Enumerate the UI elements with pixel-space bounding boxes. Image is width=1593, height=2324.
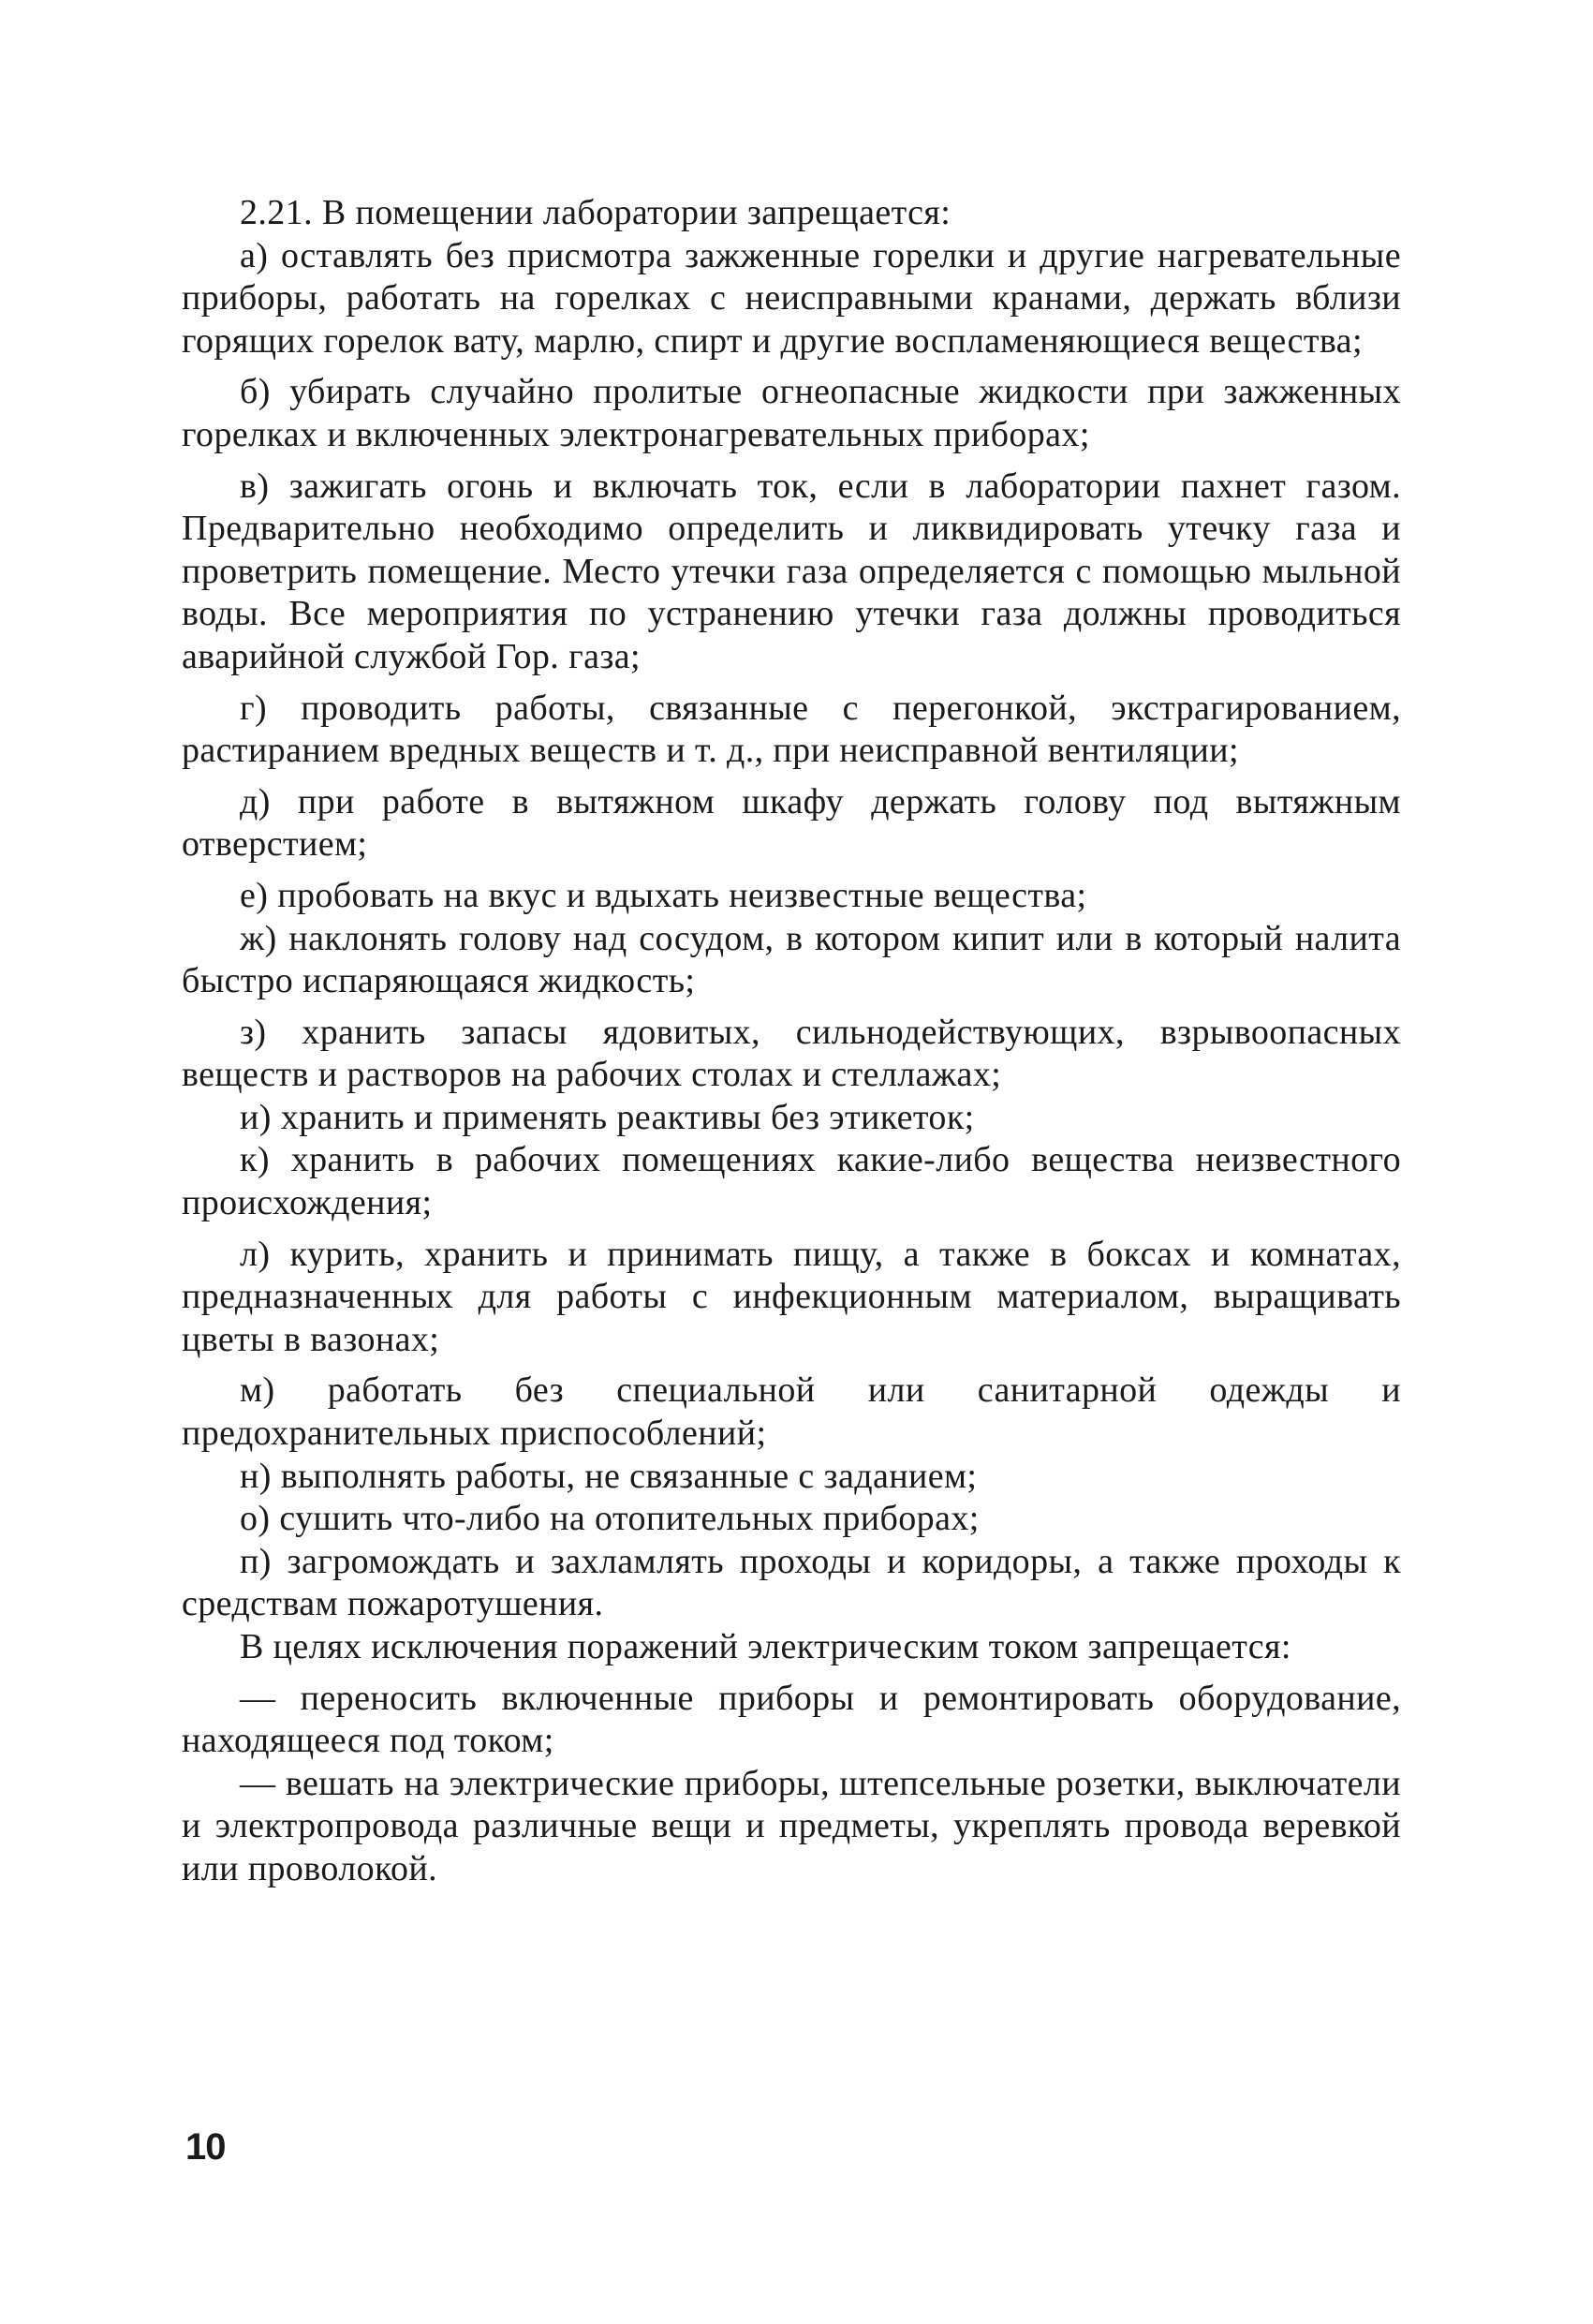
paragraph-electrical-intro: В целях исключения поражений электрическим током запрещается: <box>240 1627 1291 1666</box>
paragraph-electrical-dash-2: — вешать на электрические приборы, штепсельные розетки, выключатели и электропровода различные вещи и предметы, укреплять провода веревкой или проволокой. <box>182 1763 1401 1888</box>
paragraph-item-m: м) работать без специальной или санитарной одежды и предохранительных приспособлений; <box>182 1370 1401 1454</box>
section-heading: 2.21. В помещении лаборатории запрещается: <box>240 193 951 232</box>
paragraph-item-n: н) выполнять работы, не связанные с заданием; <box>240 1456 978 1496</box>
paragraph-item-k: к) хранить в рабочих помещениях какие-либо вещества неизвестного происхождения; <box>182 1140 1401 1223</box>
paragraph-item-z: з) хранить запасы ядовитых, сильнодействующих, взрывоопасных веществ и растворов на рабочих столах и стеллажах; <box>182 1012 1401 1095</box>
paragraph-item-l: л) курить, хранить и принимать пищу, а также в боксах и комнатах, предназначенных для работы с инфекционным материалом, выращивать цветы в вазонах; <box>182 1234 1401 1359</box>
paragraph-item-o: о) сушить что-либо на отопительных приборах; <box>240 1499 980 1539</box>
paragraph-item-zh: ж) наклонять голову над сосудом, в котором кипит или в который налита быстро испаряющаяся жидкость; <box>182 918 1401 1001</box>
paragraph-electrical-dash-1: — переносить включенные приборы и ремонтировать оборудование, находящееся под током; <box>182 1678 1401 1761</box>
paragraph-item-p: п) загромождать и захламлять проходы и коридоры, а также проходы к средствам пожаротушения. <box>182 1541 1401 1624</box>
paragraph-item-e: е) пробовать на вкус и вдыхать неизвестные вещества; <box>240 875 1087 915</box>
page-number: 10 <box>185 2126 226 2168</box>
paragraph-item-a: а) оставлять без присмотра зажженные горелки и другие нагревательные приборы, работать на горелках с неисправными кранами, держать вблизи горящих горелок вату, марлю, спирт и другие воспламеняющиеся вещества; <box>182 235 1401 361</box>
paragraph-item-b: б) убирать случайно пролитые огнеопасные жидкости при зажженных горелках и включенных электронагревательных приборах; <box>182 372 1401 454</box>
paragraph-item-g: г) проводить работы, связанные с перегонкой, экстрагированием, растиранием вредных веществ и т. д., при неисправной вентиляции; <box>182 688 1401 771</box>
paragraph-item-d: д) при работе в вытяжном шкафу держать голову под вытяжным отверстием; <box>182 781 1401 865</box>
body-text <box>182 192 1401 1891</box>
paragraph-item-v: в) зажигать огонь и включать ток, если в лаборатории пахнет газом. Предварительно необходимо определить и ликвидировать утечку газа и проветрить помещение. Место утечки газа определяется с помощью мыльной воды. Все мероприятия по устранению утечки газа должны проводиться аварийной службой Гор. газа; <box>182 466 1401 676</box>
paragraph-item-i: и) хранить и применять реактивы без этикеток; <box>240 1097 975 1137</box>
